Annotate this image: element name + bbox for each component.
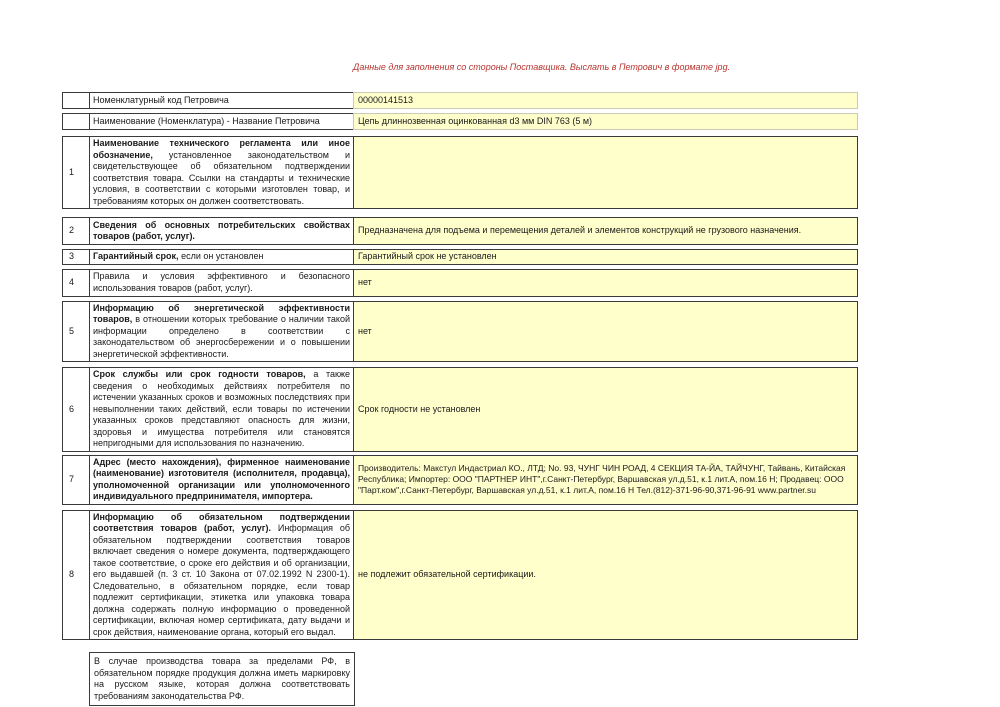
field-value: Цепь длиннозвенная оцинкованная d3 мм DIN 763 (5 м) — [358, 115, 593, 126]
row-number-cell — [62, 510, 90, 641]
row-label-cell — [89, 269, 354, 297]
field-value: нет — [358, 325, 372, 336]
supplier-instruction-note: Данные для заполнения со стороны Поставщика. Выслать в Петрович в формате jpg. — [353, 62, 731, 72]
fill-field-warranty[interactable] — [353, 249, 858, 265]
field-value: Предназначена для подъема и перемещения деталей и элементов конструкций не грузового назначения. — [358, 225, 802, 236]
field-value: нет — [358, 276, 372, 287]
product-info-table — [62, 92, 860, 706]
table-row-product-name — [62, 113, 860, 130]
row-number-cell — [62, 136, 90, 209]
row-number-cell — [62, 455, 90, 505]
table-row-6-service-life — [62, 367, 860, 452]
fill-field-manufacturer-address[interactable] — [353, 455, 858, 505]
row-label: Сведения об основных потребительских свойствах товаров (работ, услуг). — [93, 219, 350, 241]
field-value: Гарантийный срок не установлен — [358, 251, 497, 261]
table-row-nomenclature-code — [62, 92, 860, 109]
row-number-cell — [62, 301, 90, 363]
table-row-7-manufacturer-address — [62, 455, 860, 505]
row-number: 8 — [69, 569, 75, 579]
row-number-cell — [62, 217, 90, 245]
row-label-cell — [89, 217, 354, 245]
row-label: Гарантийный срок, если он установлен — [93, 251, 264, 261]
fill-field-product-name[interactable] — [353, 113, 858, 130]
fill-field-nomenclature-code[interactable] — [353, 92, 858, 109]
row-label-cell — [89, 92, 354, 109]
row-number-cell — [62, 249, 90, 265]
row-number-cell — [62, 367, 90, 452]
row-number: 3 — [69, 251, 75, 261]
row-label-cell — [89, 301, 354, 363]
row-number: 7 — [69, 473, 75, 484]
table-row-5-energy-efficiency — [62, 301, 860, 363]
row-label: Правила и условия эффективного и безопасного использования товаров (работ, услуг). — [93, 271, 350, 293]
field-value: не подлежит обязательной сертификации. — [358, 569, 536, 579]
row-label: Срок службы или срок годности товаров, а также сведения о необходимых действиях потребителя по истечении указанных сроков и возможных последствиях при невыполнении таких действий, если товары по истечении указанных сроков представляют опасность для жизни, здоровья и имущества потребителя или становятся непригодными для использования по назначению. — [93, 369, 350, 448]
row-label: Информацию об обязательном подтверждении соответствия товаров (работ, услуг). Информация об обязательном подтверждении соответствия товаров включает сведения о номере документа, подтверждающего такое соответствие, о сроке его действия и об организации, его выдавшей (п. 3 ст. 10 Закона от 07.02.1992 N 2300-1). Следовательно, в обязательном порядке, если товар подлежит сертификации, этикетка или упаковка товара должна содержать полную информацию о проведенной сертификации, включая номер сертификата, дату выдачи и срок действия, наименование органа, который его выдал. — [93, 511, 350, 637]
row-number: 2 — [69, 225, 75, 236]
row-label-cell — [89, 510, 354, 641]
row-label-cell — [89, 136, 354, 209]
fill-field-service-life[interactable] — [353, 367, 858, 452]
row-label: Номенклатурный код Петровича — [93, 94, 229, 105]
table-row-8-certification — [62, 510, 860, 641]
row-number-cell — [62, 92, 90, 109]
field-value: Производитель: Макстул Индастриал КО., ЛТД; No. 93, ЧУНГ ЧИН РОАД, 4 СЕКЦИЯ ТА-ЙА, ТАЙЧУНГ, Тайвань, Китайская Республика; Импортер: ООО "ПАРТНЕР ИНТ",г.Санкт-Петербург, Варшавская ул.д.51, к.1 лит.А, пом.16 Н; Продавец: ООО "Парт.ком",г.Санкт-Петербург, Варшавская ул.д.51, к.1 лит.А, пом.16 Н Тел.(812)-371-96-90,371-96-91 www.partner.su — [358, 463, 846, 495]
fill-field-consumer-properties[interactable] — [353, 217, 858, 245]
fill-field-certification[interactable] — [353, 510, 858, 641]
row-label-cell — [89, 113, 354, 130]
fill-field-tech-regulation[interactable] — [353, 136, 858, 209]
row-label-cell — [89, 455, 354, 505]
table-row-1-tech-regulation — [62, 136, 860, 209]
fill-field-usage-rules[interactable] — [353, 269, 858, 297]
row-number: 5 — [69, 325, 75, 336]
row-label: Информацию об энергетической эффективности товаров, в отношении которых требование о наличии такой информации определено в соответствии с законодательством об энергосбережении и о повышении энергетической эффективности. — [93, 302, 350, 359]
field-value: Срок годности не установлен — [358, 403, 481, 414]
fill-field-energy-efficiency[interactable] — [353, 301, 858, 363]
row-label: Наименование (Номенклатура) - Название Петровича — [93, 115, 320, 126]
row-label: Адрес (место нахождения), фирменное наименование (наименование) изготовителя (исполнителя, продавца), уполномоченной организации или уполномоченного индивидуального предпринимателя, импортера. — [93, 456, 350, 501]
row-label-cell — [89, 249, 354, 265]
row-number-cell — [62, 269, 90, 297]
row-label-cell — [89, 367, 354, 452]
row-label: Наименование технического регламента или иное обозначение, установленное законодательством и свидетельствующее об обязательном подтверждении соответствия товара. Ссылки на стандарты и технические условия, в соответствии с которыми изготовлен товар, и требованиям которых он должен соответствовать. — [93, 138, 350, 206]
row-number: 1 — [69, 166, 75, 177]
table-row-4-usage-rules — [62, 269, 860, 297]
field-value: 00000141513 — [358, 94, 414, 105]
footnote-marking-requirement: В случае производства товара за пределами РФ, в обязательном порядке продукция должна иметь маркировку на русском языке, которая должна соответствовать требованиям законодательства РФ. — [89, 652, 355, 706]
table-row-3-warranty — [62, 249, 860, 265]
row-number: 4 — [69, 276, 75, 287]
table-row-2-consumer-properties — [62, 217, 860, 245]
row-number: 6 — [69, 403, 75, 414]
row-number-cell — [62, 113, 90, 130]
